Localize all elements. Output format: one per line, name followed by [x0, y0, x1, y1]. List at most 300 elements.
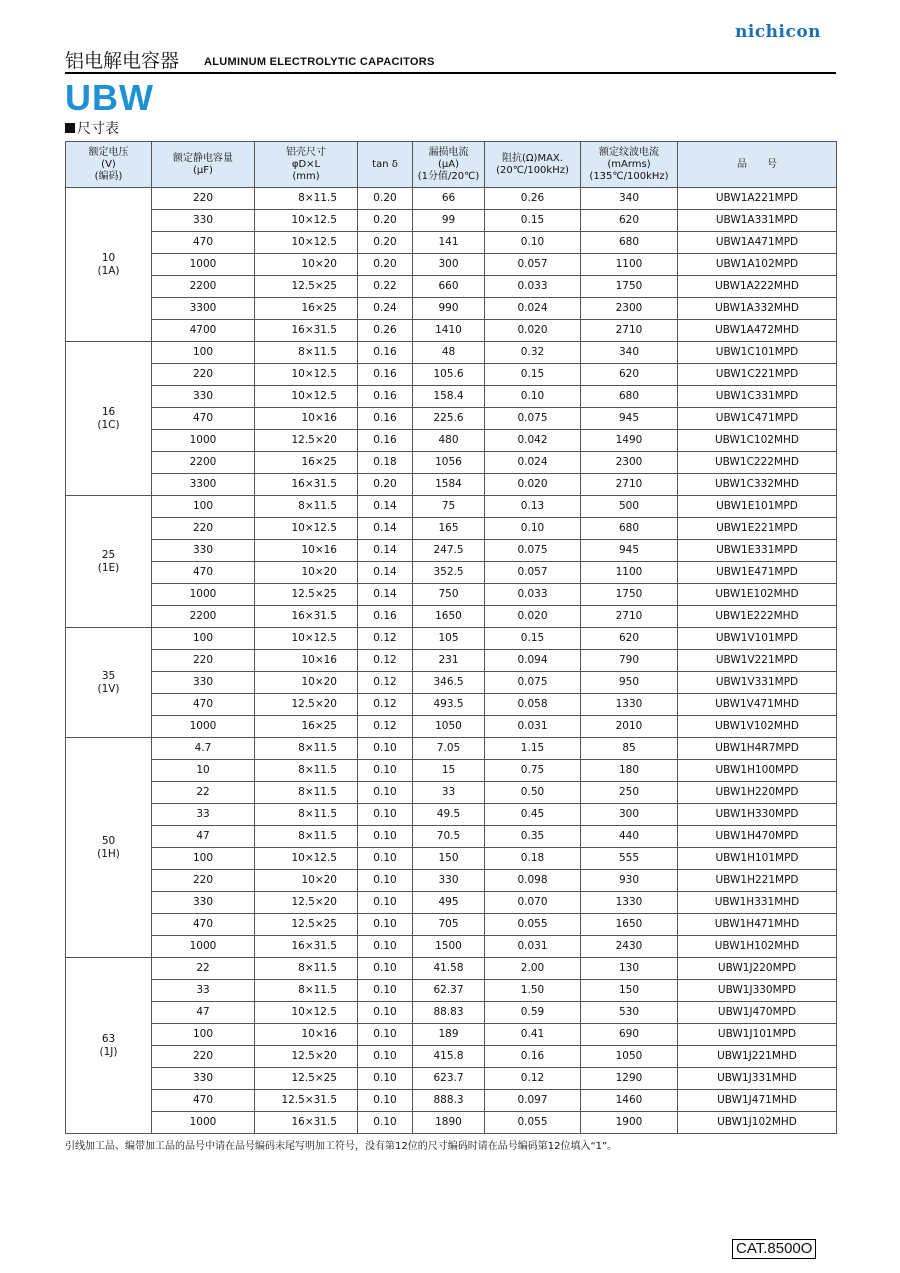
- tan-delta-cell: 0.10: [358, 738, 413, 760]
- impedance-cell: 0.10: [485, 232, 581, 254]
- capacitance-cell: 470: [152, 914, 255, 936]
- case-size-cell: 16×25: [255, 298, 358, 320]
- part-number-cell: UBW1A102MPD: [678, 254, 837, 276]
- table-row: [66, 848, 837, 870]
- case-size-cell: 16×31.5: [255, 1112, 358, 1134]
- table-row: [66, 716, 837, 738]
- tan-delta-cell: 0.10: [358, 1090, 413, 1112]
- leakage-current-cell: 623.7: [413, 1068, 485, 1090]
- ripple-current-cell: 2710: [581, 606, 678, 628]
- ripple-current-cell: 180: [581, 760, 678, 782]
- table-row: [66, 518, 837, 540]
- ripple-current-cell: 930: [581, 870, 678, 892]
- part-number-cell: UBW1E471MPD: [678, 562, 837, 584]
- table-row: [66, 408, 837, 430]
- table-row: [66, 1024, 837, 1046]
- part-number-cell: UBW1V471MHD: [678, 694, 837, 716]
- ripple-current-cell: 680: [581, 518, 678, 540]
- case-size-cell: 8×11.5: [255, 958, 358, 980]
- case-size-cell: 16×25: [255, 716, 358, 738]
- part-number-cell: UBW1H101MPD: [678, 848, 837, 870]
- ripple-current-cell: 620: [581, 364, 678, 386]
- ripple-current-cell: 250: [581, 782, 678, 804]
- leakage-current-cell: 48: [413, 342, 485, 364]
- capacitance-cell: 47: [152, 1002, 255, 1024]
- capacitance-cell: 3300: [152, 298, 255, 320]
- impedance-cell: 0.020: [485, 474, 581, 496]
- impedance-cell: 0.12: [485, 1068, 581, 1090]
- case-size-cell: 8×11.5: [255, 826, 358, 848]
- tan-delta-cell: 0.12: [358, 628, 413, 650]
- part-number-cell: UBW1V221MPD: [678, 650, 837, 672]
- page-title-en: ALUMINUM ELECTROLYTIC CAPACITORS: [204, 56, 435, 68]
- impedance-cell: 0.055: [485, 914, 581, 936]
- table-row: [66, 452, 837, 474]
- impedance-cell: 0.031: [485, 716, 581, 738]
- table-row: [66, 672, 837, 694]
- ripple-current-cell: 1330: [581, 694, 678, 716]
- leakage-current-cell: 660: [413, 276, 485, 298]
- voltage-code: (1J): [99, 1045, 118, 1058]
- part-number-cell: UBW1V101MPD: [678, 628, 837, 650]
- impedance-cell: 0.024: [485, 298, 581, 320]
- part-number-cell: UBW1C221MPD: [678, 364, 837, 386]
- voltage-code: (1A): [97, 264, 120, 277]
- ripple-current-cell: 2300: [581, 298, 678, 320]
- capacitance-cell: 220: [152, 364, 255, 386]
- impedance-cell: 0.15: [485, 628, 581, 650]
- tan-delta-cell: 0.16: [358, 386, 413, 408]
- capacitance-cell: 33: [152, 804, 255, 826]
- table-row: [66, 496, 837, 518]
- leakage-current-cell: 750: [413, 584, 485, 606]
- tan-delta-cell: 0.10: [358, 1112, 413, 1134]
- capacitance-cell: 330: [152, 672, 255, 694]
- header-part-number: 品 号: [678, 142, 837, 188]
- case-size-cell: 8×11.5: [255, 980, 358, 1002]
- ripple-current-cell: 555: [581, 848, 678, 870]
- table-row: [66, 254, 837, 276]
- case-size-cell: 8×11.5: [255, 760, 358, 782]
- case-size-cell: 10×12.5: [255, 364, 358, 386]
- leakage-current-cell: 1050: [413, 716, 485, 738]
- ripple-current-cell: 1100: [581, 254, 678, 276]
- impedance-cell: 0.59: [485, 1002, 581, 1024]
- case-size-cell: 12.5×20: [255, 694, 358, 716]
- header-voltage: 额定电压 (V) (编码): [66, 142, 152, 188]
- capacitance-cell: 22: [152, 958, 255, 980]
- table-row: [66, 1046, 837, 1068]
- ripple-current-cell: 1460: [581, 1090, 678, 1112]
- capacitance-cell: 470: [152, 1090, 255, 1112]
- dimensions-table: [65, 141, 837, 1134]
- case-size-cell: 10×12.5: [255, 386, 358, 408]
- voltage-value: 35: [101, 669, 116, 682]
- tan-delta-cell: 0.12: [358, 716, 413, 738]
- impedance-cell: 0.070: [485, 892, 581, 914]
- part-number-cell: UBW1A472MHD: [678, 320, 837, 342]
- impedance-cell: 0.024: [485, 452, 581, 474]
- case-size-cell: 16×31.5: [255, 474, 358, 496]
- leakage-current-cell: 33: [413, 782, 485, 804]
- capacitance-cell: 33: [152, 980, 255, 1002]
- tan-delta-cell: 0.10: [358, 936, 413, 958]
- capacitance-cell: 100: [152, 848, 255, 870]
- case-size-cell: 8×11.5: [255, 782, 358, 804]
- ripple-current-cell: 1330: [581, 892, 678, 914]
- capacitance-cell: 220: [152, 650, 255, 672]
- impedance-cell: 0.41: [485, 1024, 581, 1046]
- tan-delta-cell: 0.16: [358, 364, 413, 386]
- capacitance-cell: 330: [152, 1068, 255, 1090]
- impedance-cell: 0.058: [485, 694, 581, 716]
- leakage-current-cell: 1584: [413, 474, 485, 496]
- capacitance-cell: 470: [152, 408, 255, 430]
- case-size-cell: 10×16: [255, 1024, 358, 1046]
- ripple-current-cell: 680: [581, 386, 678, 408]
- impedance-cell: 0.057: [485, 254, 581, 276]
- leakage-current-cell: 141: [413, 232, 485, 254]
- leakage-current-cell: 330: [413, 870, 485, 892]
- ripple-current-cell: 790: [581, 650, 678, 672]
- capacitance-cell: 1000: [152, 936, 255, 958]
- brand-logo: nichicon: [735, 22, 822, 42]
- part-number-cell: UBW1H330MPD: [678, 804, 837, 826]
- case-size-cell: 16×31.5: [255, 606, 358, 628]
- tan-delta-cell: 0.10: [358, 1024, 413, 1046]
- voltage-value: 63: [101, 1032, 116, 1045]
- capacitance-cell: 22: [152, 782, 255, 804]
- tan-delta-cell: 0.10: [358, 760, 413, 782]
- tan-delta-cell: 0.10: [358, 1068, 413, 1090]
- tan-delta-cell: 0.18: [358, 452, 413, 474]
- capacitance-cell: 470: [152, 562, 255, 584]
- leakage-current-cell: 495: [413, 892, 485, 914]
- capacitance-cell: 330: [152, 210, 255, 232]
- part-number-cell: UBW1H470MPD: [678, 826, 837, 848]
- capacitance-cell: 100: [152, 628, 255, 650]
- case-size-cell: 12.5×25: [255, 1068, 358, 1090]
- impedance-cell: 1.15: [485, 738, 581, 760]
- leakage-current-cell: 493.5: [413, 694, 485, 716]
- leakage-current-cell: 415.8: [413, 1046, 485, 1068]
- table-row: [66, 386, 837, 408]
- capacitance-cell: 220: [152, 870, 255, 892]
- impedance-cell: 0.35: [485, 826, 581, 848]
- part-number-cell: UBW1J471MHD: [678, 1090, 837, 1112]
- ripple-current-cell: 620: [581, 628, 678, 650]
- impedance-cell: 0.10: [485, 518, 581, 540]
- case-size-cell: 16×31.5: [255, 320, 358, 342]
- table-row: [66, 628, 837, 650]
- tan-delta-cell: 0.20: [358, 474, 413, 496]
- voltage-cell: [66, 628, 152, 738]
- part-number-cell: UBW1H331MHD: [678, 892, 837, 914]
- leakage-current-cell: 1500: [413, 936, 485, 958]
- impedance-cell: 0.45: [485, 804, 581, 826]
- capacitance-cell: 100: [152, 1024, 255, 1046]
- impedance-cell: 0.055: [485, 1112, 581, 1134]
- header-capacitance: 额定静电容量 (μF): [152, 142, 255, 188]
- table-row: [66, 870, 837, 892]
- table-row: [66, 892, 837, 914]
- capacitance-cell: 220: [152, 1046, 255, 1068]
- impedance-cell: 0.094: [485, 650, 581, 672]
- table-row: [66, 276, 837, 298]
- tan-delta-cell: 0.10: [358, 980, 413, 1002]
- ripple-current-cell: 440: [581, 826, 678, 848]
- header-tan-delta: tan δ: [358, 142, 413, 188]
- tan-delta-cell: 0.20: [358, 210, 413, 232]
- part-number-cell: UBW1E331MPD: [678, 540, 837, 562]
- leakage-current-cell: 150: [413, 848, 485, 870]
- capacitance-cell: 4.7: [152, 738, 255, 760]
- part-number-cell: UBW1J331MHD: [678, 1068, 837, 1090]
- case-size-cell: 16×25: [255, 452, 358, 474]
- impedance-cell: 0.020: [485, 320, 581, 342]
- tan-delta-cell: 0.14: [358, 540, 413, 562]
- part-number-cell: UBW1A221MPD: [678, 188, 837, 210]
- part-number-cell: UBW1J221MHD: [678, 1046, 837, 1068]
- leakage-current-cell: 75: [413, 496, 485, 518]
- case-size-cell: 8×11.5: [255, 738, 358, 760]
- leakage-current-cell: 990: [413, 298, 485, 320]
- leakage-current-cell: 247.5: [413, 540, 485, 562]
- table-row: [66, 980, 837, 1002]
- capacitance-cell: 100: [152, 342, 255, 364]
- ripple-current-cell: 680: [581, 232, 678, 254]
- part-number-cell: UBW1H102MHD: [678, 936, 837, 958]
- table-row: [66, 188, 837, 210]
- capacitance-cell: 470: [152, 694, 255, 716]
- voltage-code: (1C): [97, 418, 120, 431]
- case-size-cell: 12.5×20: [255, 430, 358, 452]
- table-row: [66, 1112, 837, 1134]
- table-row: [66, 694, 837, 716]
- capacitance-cell: 4700: [152, 320, 255, 342]
- capacitance-cell: 1000: [152, 584, 255, 606]
- part-number-cell: UBW1C332MHD: [678, 474, 837, 496]
- table-row: [66, 936, 837, 958]
- impedance-cell: 0.32: [485, 342, 581, 364]
- tan-delta-cell: 0.10: [358, 1002, 413, 1024]
- tan-delta-cell: 0.20: [358, 188, 413, 210]
- capacitance-cell: 220: [152, 188, 255, 210]
- leakage-current-cell: 1650: [413, 606, 485, 628]
- ripple-current-cell: 2010: [581, 716, 678, 738]
- part-number-cell: UBW1J470MPD: [678, 1002, 837, 1024]
- ripple-current-cell: 1650: [581, 914, 678, 936]
- capacitance-cell: 330: [152, 540, 255, 562]
- tan-delta-cell: 0.26: [358, 320, 413, 342]
- table-row: [66, 804, 837, 826]
- leakage-current-cell: 15: [413, 760, 485, 782]
- part-number-cell: UBW1H100MPD: [678, 760, 837, 782]
- ripple-current-cell: 950: [581, 672, 678, 694]
- table-row: [66, 320, 837, 342]
- table-row: [66, 298, 837, 320]
- table-row: [66, 738, 837, 760]
- tan-delta-cell: 0.10: [358, 892, 413, 914]
- tan-delta-cell: 0.22: [358, 276, 413, 298]
- table-row: [66, 430, 837, 452]
- tan-delta-cell: 0.14: [358, 496, 413, 518]
- leakage-current-cell: 41.58: [413, 958, 485, 980]
- ripple-current-cell: 1900: [581, 1112, 678, 1134]
- leakage-current-cell: 105.6: [413, 364, 485, 386]
- case-size-cell: 8×11.5: [255, 342, 358, 364]
- tan-delta-cell: 0.16: [358, 606, 413, 628]
- part-number-cell: UBW1C101MPD: [678, 342, 837, 364]
- impedance-cell: 0.031: [485, 936, 581, 958]
- impedance-cell: 0.033: [485, 584, 581, 606]
- voltage-cell: [66, 738, 152, 958]
- ripple-current-cell: 1490: [581, 430, 678, 452]
- impedance-cell: 0.13: [485, 496, 581, 518]
- case-size-cell: 10×20: [255, 672, 358, 694]
- capacitance-cell: 2200: [152, 276, 255, 298]
- leakage-current-cell: 1890: [413, 1112, 485, 1134]
- ripple-current-cell: 1050: [581, 1046, 678, 1068]
- table-row: [66, 562, 837, 584]
- ripple-current-cell: 130: [581, 958, 678, 980]
- case-size-cell: 8×11.5: [255, 804, 358, 826]
- tan-delta-cell: 0.10: [358, 1046, 413, 1068]
- part-number-cell: UBW1E221MPD: [678, 518, 837, 540]
- case-size-cell: 12.5×20: [255, 892, 358, 914]
- ripple-current-cell: 945: [581, 540, 678, 562]
- table-row: [66, 342, 837, 364]
- leakage-current-cell: 346.5: [413, 672, 485, 694]
- part-number-cell: UBW1A331MPD: [678, 210, 837, 232]
- leakage-current-cell: 105: [413, 628, 485, 650]
- leakage-current-cell: 705: [413, 914, 485, 936]
- tan-delta-cell: 0.12: [358, 694, 413, 716]
- tan-delta-cell: 0.20: [358, 254, 413, 276]
- voltage-cell: [66, 188, 152, 342]
- ripple-current-cell: 85: [581, 738, 678, 760]
- part-number-cell: UBW1C222MHD: [678, 452, 837, 474]
- case-size-cell: 16×31.5: [255, 936, 358, 958]
- capacitance-cell: 10: [152, 760, 255, 782]
- ripple-current-cell: 690: [581, 1024, 678, 1046]
- ripple-current-cell: 945: [581, 408, 678, 430]
- capacitance-cell: 2200: [152, 606, 255, 628]
- ripple-current-cell: 1750: [581, 584, 678, 606]
- leakage-current-cell: 66: [413, 188, 485, 210]
- part-number-cell: UBW1C102MHD: [678, 430, 837, 452]
- leakage-current-cell: 1056: [413, 452, 485, 474]
- ripple-current-cell: 340: [581, 188, 678, 210]
- leakage-current-cell: 352.5: [413, 562, 485, 584]
- impedance-cell: 0.075: [485, 540, 581, 562]
- ripple-current-cell: 2430: [581, 936, 678, 958]
- tan-delta-cell: 0.20: [358, 232, 413, 254]
- leakage-current-cell: 480: [413, 430, 485, 452]
- impedance-cell: 0.75: [485, 760, 581, 782]
- part-number-cell: UBW1A332MHD: [678, 298, 837, 320]
- capacitance-cell: 1000: [152, 1112, 255, 1134]
- leakage-current-cell: 49.5: [413, 804, 485, 826]
- ripple-current-cell: 620: [581, 210, 678, 232]
- page-title-cn: 铝电解电容器: [65, 50, 180, 72]
- leakage-current-cell: 158.4: [413, 386, 485, 408]
- tan-delta-cell: 0.10: [358, 782, 413, 804]
- part-number-cell: UBW1E102MHD: [678, 584, 837, 606]
- case-size-cell: 12.5×31.5: [255, 1090, 358, 1112]
- table-row: [66, 540, 837, 562]
- leakage-current-cell: 99: [413, 210, 485, 232]
- case-size-cell: 8×11.5: [255, 188, 358, 210]
- table-row: [66, 364, 837, 386]
- table-row: [66, 584, 837, 606]
- case-size-cell: 10×12.5: [255, 518, 358, 540]
- leakage-current-cell: 888.3: [413, 1090, 485, 1112]
- impedance-cell: 0.10: [485, 386, 581, 408]
- case-size-cell: 12.5×25: [255, 584, 358, 606]
- leakage-current-cell: 225.6: [413, 408, 485, 430]
- capacitance-cell: 1000: [152, 254, 255, 276]
- voltage-value: 10: [101, 251, 116, 264]
- part-number-cell: UBW1H220MPD: [678, 782, 837, 804]
- ripple-current-cell: 2300: [581, 452, 678, 474]
- case-size-cell: 10×12.5: [255, 848, 358, 870]
- table-row: [66, 1002, 837, 1024]
- voltage-value: 50: [101, 834, 116, 847]
- leakage-current-cell: 7.05: [413, 738, 485, 760]
- impedance-cell: 0.15: [485, 364, 581, 386]
- header-impedance: 阻抗(Ω)MAX. (20℃/100kHz): [485, 142, 581, 188]
- tan-delta-cell: 0.10: [358, 914, 413, 936]
- catalog-number: CAT.8500O: [732, 1239, 816, 1259]
- voltage-code: (1E): [97, 561, 120, 574]
- table-row: [66, 826, 837, 848]
- tan-delta-cell: 0.12: [358, 672, 413, 694]
- table-row: [66, 760, 837, 782]
- capacitance-cell: 1000: [152, 716, 255, 738]
- impedance-cell: 0.50: [485, 782, 581, 804]
- part-number-cell: UBW1C331MPD: [678, 386, 837, 408]
- part-number-cell: UBW1A222MHD: [678, 276, 837, 298]
- case-size-cell: 8×11.5: [255, 496, 358, 518]
- capacitance-cell: 100: [152, 496, 255, 518]
- table-row: [66, 1090, 837, 1112]
- part-number-cell: UBW1V102MHD: [678, 716, 837, 738]
- voltage-cell: [66, 958, 152, 1134]
- tan-delta-cell: 0.12: [358, 650, 413, 672]
- voltage-cell: [66, 342, 152, 496]
- part-number-cell: UBW1J220MPD: [678, 958, 837, 980]
- impedance-cell: 1.50: [485, 980, 581, 1002]
- tan-delta-cell: 0.10: [358, 826, 413, 848]
- leakage-current-cell: 1410: [413, 320, 485, 342]
- impedance-cell: 0.075: [485, 408, 581, 430]
- capacitance-cell: 47: [152, 826, 255, 848]
- tan-delta-cell: 0.14: [358, 584, 413, 606]
- ripple-current-cell: 2710: [581, 320, 678, 342]
- impedance-cell: 0.16: [485, 1046, 581, 1068]
- footnote: 引线加工品、编带加工品的品号中请在品号编码末尾写明加工符号，没有第12位的尺寸编码时请在品号编码第12位填入“1”。: [65, 1141, 618, 1152]
- part-number-cell: UBW1A471MPD: [678, 232, 837, 254]
- voltage-code: (1V): [97, 682, 120, 695]
- leakage-current-cell: 165: [413, 518, 485, 540]
- section-label: 尺寸表: [77, 121, 119, 137]
- capacitance-cell: 330: [152, 892, 255, 914]
- impedance-cell: 0.18: [485, 848, 581, 870]
- table-row: [66, 650, 837, 672]
- series-name: UBW: [65, 77, 154, 118]
- case-size-cell: 10×20: [255, 254, 358, 276]
